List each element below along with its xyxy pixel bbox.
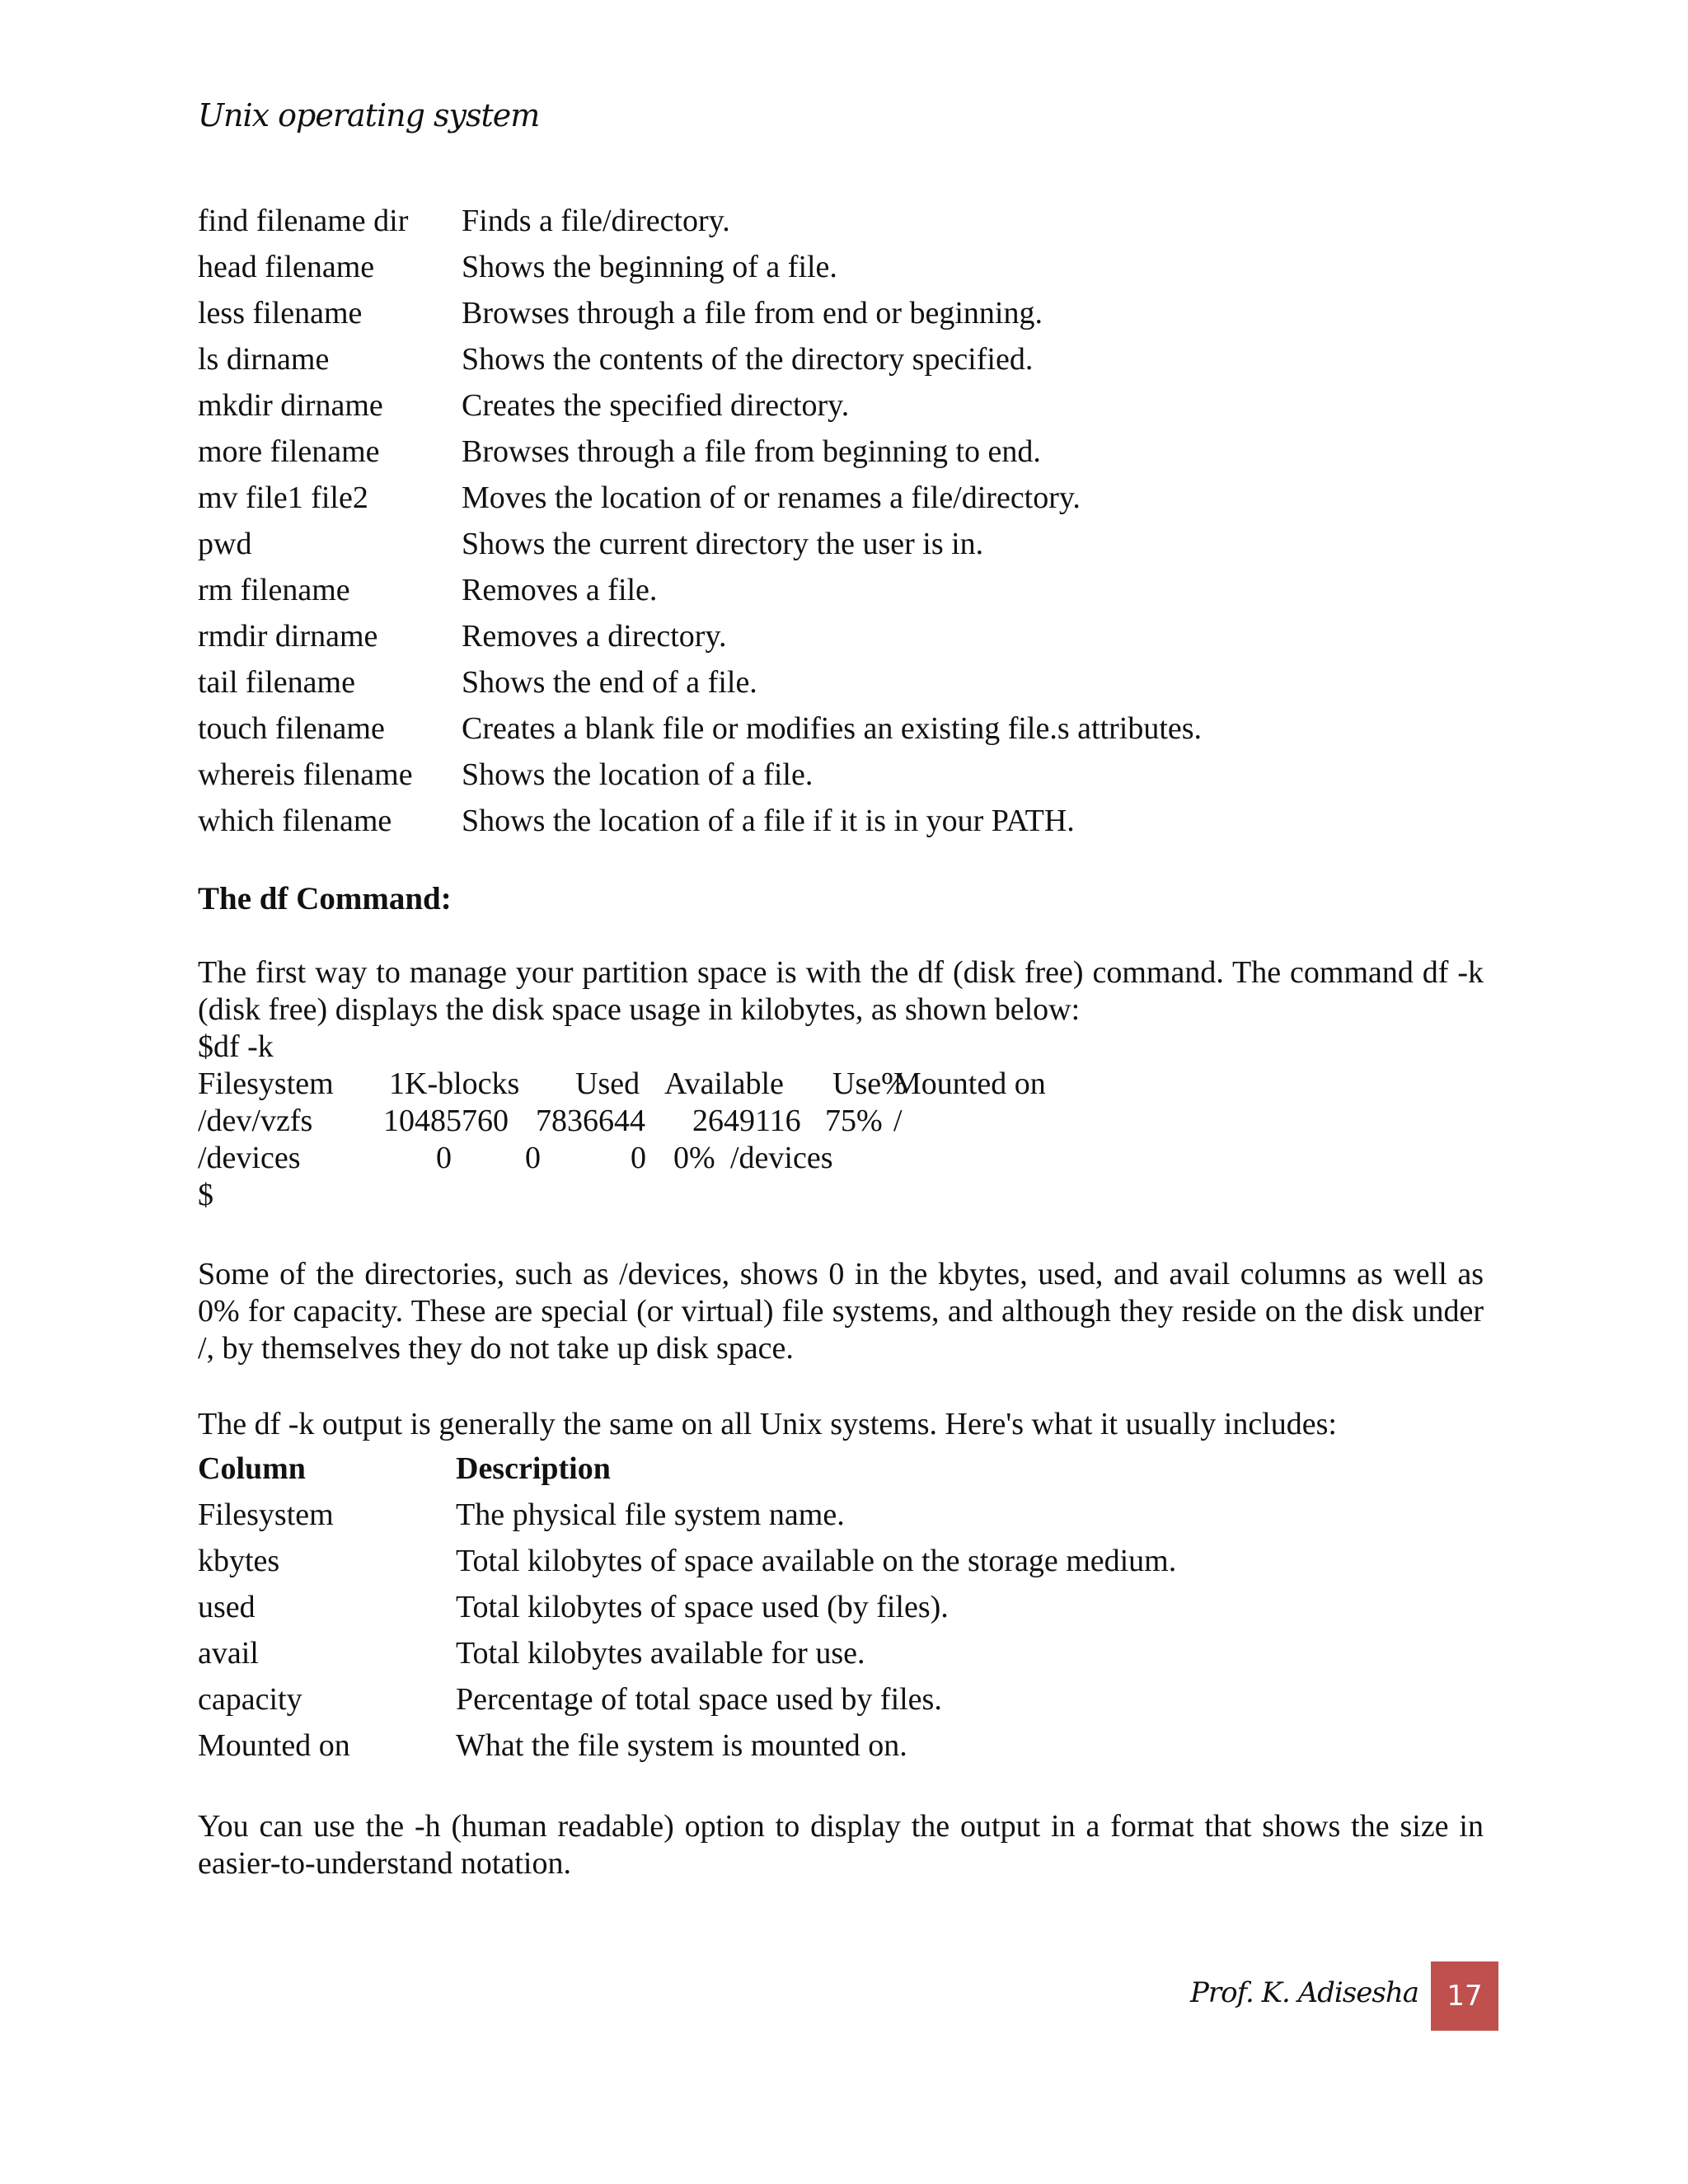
header-used: Used [575,1066,640,1101]
header-description: Description [456,1451,611,1486]
terminal-header-row [198,1066,1484,1103]
column-name: avail [198,1636,259,1671]
column-description: The physical file system name. [456,1497,845,1532]
command-name: rm filename [198,573,350,607]
command-row [198,798,1484,844]
row-blocks: 10485760 [383,1104,509,1138]
command-row [198,705,1484,752]
command-list [198,198,1484,844]
page-header-title: Unix operating system [198,97,540,134]
header-blocks: 1K-blocks [389,1066,520,1101]
page-number-badge [1431,1961,1498,2031]
row-use-pct: 75% [825,1104,883,1138]
table-row [198,1722,1484,1769]
output-intro-paragraph: The df -k output is generally the same on all Unix systems. Here's what it usually includes: [198,1407,1337,1441]
row-used: 7836644 [536,1104,645,1138]
table-row [198,1492,1484,1538]
df-intro-paragraph: The first way to manage your partition space is with the df (disk free) command. The command df -k (disk free) displays the disk space usage in kilobytes, as shown below: [198,955,1484,1027]
command-name: ls dirname [198,342,330,377]
header-available: Available [664,1066,784,1101]
command-name: find filename dir [198,204,409,238]
table-row [198,1584,1484,1630]
command-row [198,244,1484,290]
terminal-data-row [198,1140,1484,1177]
row-mounted: / [893,1104,903,1138]
table-row [198,1676,1484,1722]
command-name: tail filename [198,665,355,700]
columns-table-header [198,1446,1484,1492]
column-name: Mounted on [198,1728,350,1763]
command-name: less filename [198,296,363,330]
table-row [198,1538,1484,1584]
row-used: 0 [525,1141,541,1175]
command-row [198,382,1484,429]
command-name: mkdir dirname [198,388,383,423]
command-name: head filename [198,250,375,284]
column-name: capacity [198,1682,302,1717]
human-readable-paragraph: You can use the -h (human readable) option to display the output in a format that shows the size in easier-to-understand notation. [198,1809,1484,1881]
terminal-prompt: $ [198,1178,213,1212]
row-available: 2649116 [692,1104,801,1138]
header-column: Column [198,1451,306,1486]
column-name: used [198,1590,256,1624]
section-heading: The df Command: [198,881,452,916]
column-description: What the file system is mounted on. [456,1728,907,1763]
column-description: Total kilobytes available for use. [456,1636,865,1671]
command-description: Shows the location of a file if it is in your PATH. [462,804,1075,838]
command-description: Creates a blank file or modifies an existing file.s attributes. [462,711,1203,746]
terminal-data-row [198,1103,1484,1140]
command-row [198,429,1484,475]
terminal-command: $df -k [198,1029,274,1064]
command-row [198,567,1484,613]
row-use-pct: 0% [673,1141,715,1175]
command-description: Creates the specified directory. [462,388,850,423]
row-filesystem: /devices [198,1141,301,1175]
column-description: Percentage of total space used by files. [456,1682,942,1717]
column-description: Total kilobytes of space available on the storage medium. [456,1544,1177,1578]
command-row [198,613,1484,659]
command-name: mv file1 file2 [198,480,368,515]
page-number: 17 [1447,1980,1483,2013]
command-name: more filename [198,434,380,469]
row-available: 0 [631,1141,646,1175]
command-description: Finds a file/directory. [462,204,730,238]
command-row [198,521,1484,567]
command-name: whereis filename [198,757,413,792]
command-description: Shows the end of a file. [462,665,757,700]
command-row [198,198,1484,244]
header-use-pct: Use% [832,1066,907,1101]
header-filesystem: Filesystem [198,1066,334,1101]
row-filesystem: /dev/vzfs [198,1104,313,1138]
command-row [198,475,1484,521]
command-row [198,752,1484,798]
columns-table [198,1446,1484,1769]
column-name: kbytes [198,1544,280,1578]
command-name: pwd [198,527,252,561]
terminal-output [198,1029,1484,1214]
command-description: Removes a directory. [462,619,727,654]
column-description: Total kilobytes of space used (by files). [456,1590,949,1624]
virtual-fs-note-paragraph: Some of the directories, such as /devices, shows 0 in the kbytes, used, and avail columns as well as 0% for capacity. These are special (or virtual) file systems, and although they reside on the disk under /, by themselves they do not take up disk space. [198,1257,1484,1366]
footer-author: Prof. K. Adisesha [1190,1976,1418,2009]
command-description: Removes a file. [462,573,658,607]
header-mounted: Mounted on [893,1066,1046,1101]
command-description: Shows the location of a file. [462,757,814,792]
command-description: Shows the beginning of a file. [462,250,837,284]
command-description: Shows the current directory the user is in. [462,527,984,561]
command-name: which filename [198,804,392,838]
command-row [198,290,1484,336]
command-name: rmdir dirname [198,619,378,654]
column-name: Filesystem [198,1497,334,1532]
table-row [198,1630,1484,1676]
command-description: Shows the contents of the directory specified. [462,342,1034,377]
command-description: Browses through a file from end or beginning. [462,296,1043,330]
command-description: Moves the location of or renames a file/directory. [462,480,1081,515]
command-description: Browses through a file from beginning to end. [462,434,1041,469]
command-name: touch filename [198,711,385,746]
command-row [198,659,1484,705]
row-blocks: 0 [436,1141,452,1175]
row-mounted: /devices [730,1141,833,1175]
command-row [198,336,1484,382]
